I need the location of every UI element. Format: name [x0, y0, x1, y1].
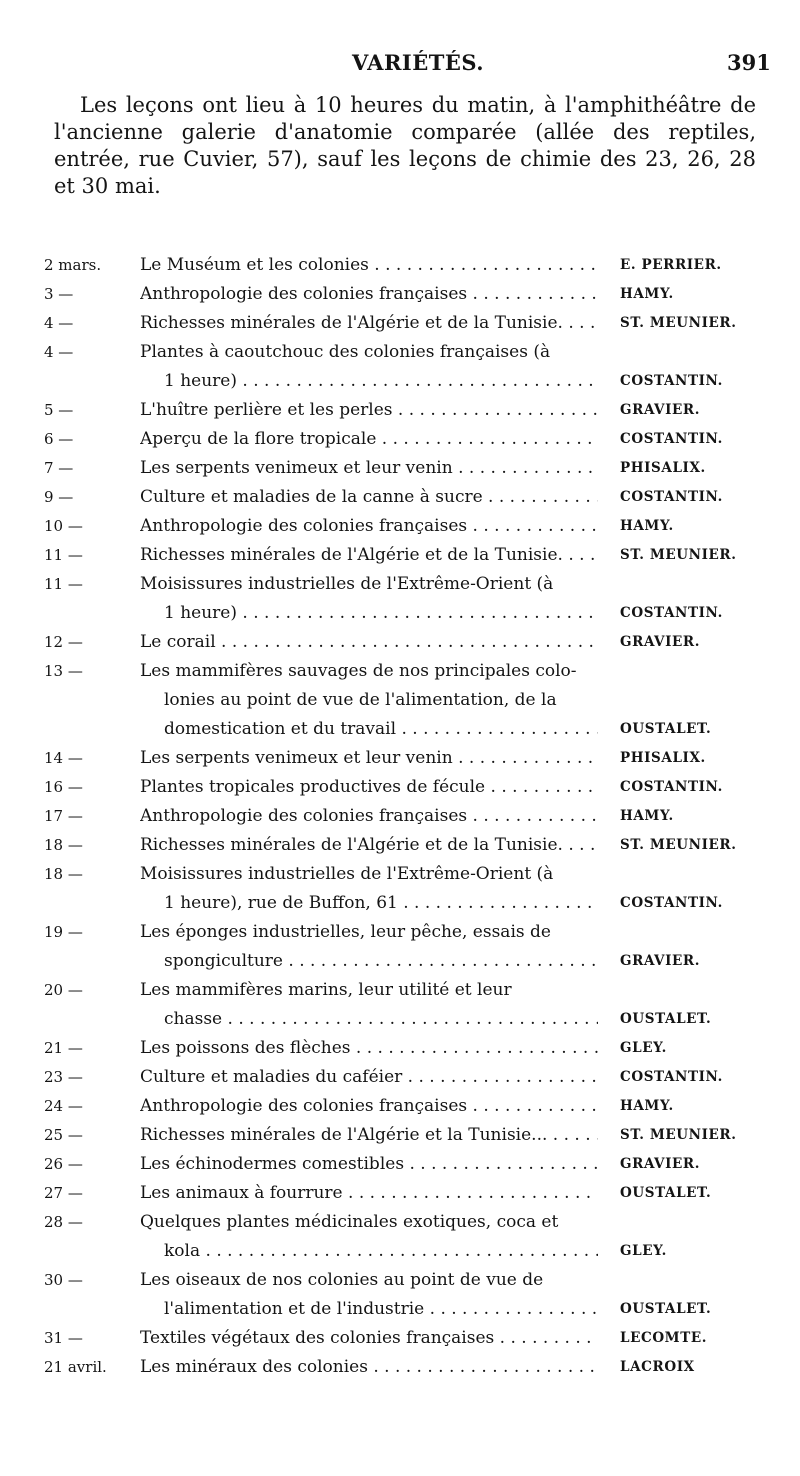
lecture-date: 6 —: [44, 430, 74, 448]
lecture-topic: [140, 483, 598, 512]
lecture-speaker: ST. MEUNIER.: [620, 315, 737, 331]
lecture-date: 12 —: [44, 633, 83, 651]
lecture-topic: [140, 657, 598, 744]
lecture-date: 21 avril.: [44, 1358, 107, 1376]
intro-paragraph: Les leçons ont lieu à 10 heures du matin, à l'amphithéâtre de l'ancienne galerie d'anatomie comparée (allée des reptiles, entrée, rue Cuvier, 57), sauf les leçons de chimie des 23, 26, 28 et 30 mai.: [54, 93, 756, 198]
lecture-speaker: GLEY.: [620, 1040, 667, 1056]
lecture-topic-line: 1 heure) . . .: [140, 367, 598, 396]
lecture-topic: [140, 744, 598, 773]
lecture-speaker: ST. MEUNIER.: [620, 1127, 737, 1143]
lecture-speaker: LECOMTE.: [620, 1330, 708, 1346]
lecture-date: 13 —: [44, 662, 83, 680]
lecture-topic-line: kola . . .: [140, 1237, 598, 1266]
lecture-speaker: GRAVIER.: [620, 953, 701, 969]
lecture-date: 18 —: [44, 865, 83, 883]
lecture-speaker: PHISALIX.: [620, 460, 706, 476]
lecture-date: 26 —: [44, 1155, 83, 1173]
lecture-topic: [140, 918, 598, 976]
lecture-date: 11 —: [44, 546, 83, 564]
lecture-topic-line: L'huître perlière et les perles . . .: [140, 396, 598, 425]
running-title: VARIÉTÉS.: [352, 50, 485, 75]
lecture-date: 4 —: [44, 314, 74, 332]
lecture-topic-line: l'alimentation et de l'industrie . . .: [140, 1295, 598, 1324]
lecture-speaker: OUSTALET.: [620, 1011, 712, 1027]
lecture-date: 25 —: [44, 1126, 83, 1144]
lecture-speaker: ST. MEUNIER.: [620, 837, 737, 853]
lecture-topic: [140, 1092, 598, 1121]
lecture-topic: [140, 773, 598, 802]
lecture-speaker: E. PERRIER.: [620, 257, 722, 273]
lecture-topic-line: Moisissures industrielles de l'Extrême-Orient (à: [140, 574, 554, 594]
lecture-speaker: GLEY.: [620, 1243, 667, 1259]
lecture-date: 24 —: [44, 1097, 83, 1115]
lecture-topic: [140, 425, 598, 454]
lecture-date: 18 —: [44, 836, 83, 854]
lecture-topic: [140, 802, 598, 831]
lecture-topic: [140, 338, 598, 396]
lecture-topic: [140, 1063, 598, 1092]
lecture-topic-line: Culture et maladies de la canne à sucre . . .: [140, 483, 598, 512]
lecture-date: 2 mars.: [44, 256, 102, 274]
lecture-date: 5 —: [44, 401, 74, 419]
lecture-topic-line: Le Muséum et les colonies . . .: [140, 251, 598, 280]
lecture-topic-line: Richesses minérales de l'Algérie et de la Tunisie. . . .: [140, 831, 598, 860]
lecture-speaker: GRAVIER.: [620, 1156, 701, 1172]
lecture-speaker: COSTANTIN.: [620, 1069, 723, 1085]
lecture-topic: [140, 628, 598, 657]
lecture-date: 16 —: [44, 778, 83, 796]
lecture-date: 10 —: [44, 517, 83, 535]
lecture-topic: [140, 454, 598, 483]
lecture-topic-line: chasse . . .: [140, 1005, 598, 1034]
lecture-topic-line: 1 heure), rue de Buffon, 61 . . .: [140, 889, 598, 918]
lecture-speaker: COSTANTIN.: [620, 373, 723, 389]
lecture-topic: [140, 1121, 598, 1150]
lecture-topic: [140, 396, 598, 425]
lecture-speaker: HAMY.: [620, 1098, 674, 1114]
lecture-speaker: ST. MEUNIER.: [620, 547, 737, 563]
lecture-speaker: COSTANTIN.: [620, 431, 723, 447]
lecture-topic: [140, 251, 598, 280]
lecture-topic: [140, 831, 598, 860]
lecture-topic: [140, 512, 598, 541]
lecture-date: 31 —: [44, 1329, 83, 1347]
lecture-topic-line: Moisissures industrielles de l'Extrême-Orient (à: [140, 864, 554, 884]
lecture-topic: [140, 541, 598, 570]
lecture-speaker: OUSTALET.: [620, 1301, 712, 1317]
lecture-date: 28 —: [44, 1213, 83, 1231]
lecture-date: 7 —: [44, 459, 74, 477]
lecture-speaker: OUSTALET.: [620, 721, 712, 737]
lecture-topic-line: Les minéraux des colonies . . .: [140, 1353, 598, 1382]
lecture-topic-line: Plantes tropicales productives de fécule . . .: [140, 773, 598, 802]
lecture-topic: [140, 1324, 598, 1353]
lecture-topic-line: Les échinodermes comestibles . . .: [140, 1150, 598, 1179]
lecture-date: 23 —: [44, 1068, 83, 1086]
lecture-date: 4 —: [44, 343, 74, 361]
lecture-date: 14 —: [44, 749, 83, 767]
lecture-topic-line: Plantes à caoutchouc des colonies françaises (à: [140, 342, 551, 362]
lecture-topic: [140, 1034, 598, 1063]
lecture-date: 17 —: [44, 807, 83, 825]
lecture-topic-line: Richesses minérales de l'Algérie et de la Tunisie. . . .: [140, 309, 598, 338]
lecture-topic-line: domestication et du travail . . .: [140, 715, 598, 744]
lecture-topic-line: Culture et maladies du caféier . . .: [140, 1063, 598, 1092]
lecture-topic-line: spongiculture . . .: [140, 947, 598, 976]
lecture-speaker: COSTANTIN.: [620, 605, 723, 621]
lecture-topic-line: Les poissons des flèches . . .: [140, 1034, 598, 1063]
lecture-speaker: HAMY.: [620, 518, 674, 534]
lecture-topic-line: lonies au point de vue de l'alimentation, de la: [164, 690, 557, 710]
lecture-topic: [140, 1179, 598, 1208]
lecture-topic-line: 1 heure) . . .: [140, 599, 598, 628]
lecture-speaker: COSTANTIN.: [620, 779, 723, 795]
lecture-topic-line: Les mammifères marins, leur utilité et leur: [140, 980, 512, 1000]
lecture-topic-line: Anthropologie des colonies françaises . . .: [140, 280, 598, 309]
lecture-speaker: HAMY.: [620, 808, 674, 824]
lecture-topic: [140, 1266, 598, 1324]
lecture-topic-line: Les éponges industrielles, leur pêche, essais de: [140, 922, 551, 942]
lecture-topic-line: Richesses minérales de l'Algérie et de la Tunisie. . . .: [140, 541, 598, 570]
lecture-topic: [140, 860, 598, 918]
lecture-speaker: GRAVIER.: [620, 402, 701, 418]
lecture-date: 20 —: [44, 981, 83, 999]
lecture-topic-line: Les animaux à fourrure . . .: [140, 1179, 598, 1208]
lecture-speaker: COSTANTIN.: [620, 895, 723, 911]
lecture-date: 30 —: [44, 1271, 83, 1289]
lecture-topic-line: Aperçu de la flore tropicale . . .: [140, 425, 598, 454]
lecture-topic: [140, 1208, 598, 1266]
lecture-speaker: COSTANTIN.: [620, 489, 723, 505]
lecture-date: 21 —: [44, 1039, 83, 1057]
lecture-topic: [140, 309, 598, 338]
lecture-topic: [140, 280, 598, 309]
lecture-topic-line: Les mammifères sauvages de nos principales colo-: [140, 661, 577, 681]
page-number: 391: [727, 50, 771, 75]
lecture-topic-line: Richesses minérales de l'Algérie et la Tunisie... . . .: [140, 1121, 598, 1150]
lecture-date: 3 —: [44, 285, 74, 303]
lecture-topic-line: Anthropologie des colonies françaises . . .: [140, 512, 598, 541]
lecture-date: 27 —: [44, 1184, 83, 1202]
lecture-topic: [140, 976, 598, 1034]
lecture-speaker: GRAVIER.: [620, 634, 701, 650]
lecture-speaker: PHISALIX.: [620, 750, 706, 766]
lecture-topic: [140, 1353, 598, 1382]
lecture-topic-line: Quelques plantes médicinales exotiques, coca et: [140, 1212, 559, 1232]
lecture-date: 9 —: [44, 488, 74, 506]
lecture-date: 19 —: [44, 923, 83, 941]
lecture-topic-line: Anthropologie des colonies françaises . . .: [140, 1092, 598, 1121]
lecture-topic-line: Les oiseaux de nos colonies au point de vue de: [140, 1270, 544, 1290]
lecture-speaker: OUSTALET.: [620, 1185, 712, 1201]
lecture-topic-line: Anthropologie des colonies françaises . . .: [140, 802, 598, 831]
lecture-topic-line: Le corail . . .: [140, 628, 598, 657]
lecture-topic: [140, 1150, 598, 1179]
lecture-speaker: LACROIX: [620, 1359, 695, 1375]
lecture-speaker: HAMY.: [620, 286, 674, 302]
lecture-date: 11 —: [44, 575, 83, 593]
lecture-topic: [140, 570, 598, 628]
lecture-topic-line: Les serpents venimeux et leur venin . . .: [140, 744, 598, 773]
lecture-topic-line: Textiles végétaux des colonies françaises . . .: [140, 1324, 598, 1353]
lecture-topic-line: Les serpents venimeux et leur venin . . .: [140, 454, 598, 483]
